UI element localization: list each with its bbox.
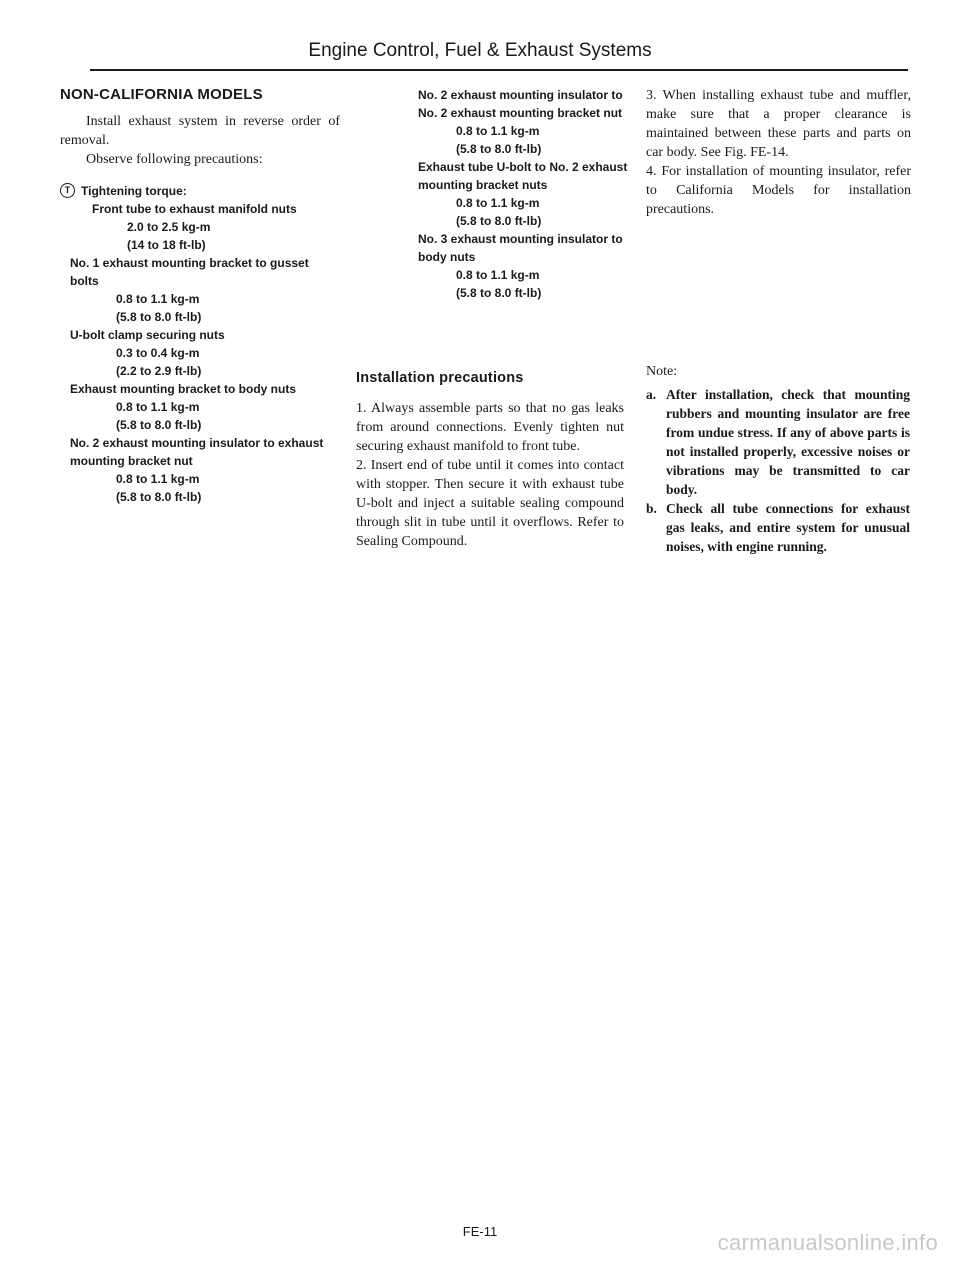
header-rule bbox=[90, 69, 908, 71]
spec-label: Front tube to exhaust manifold nuts bbox=[92, 202, 297, 216]
torque-icon: T bbox=[60, 183, 75, 198]
torque-spec bbox=[70, 326, 340, 380]
torque-heading-label: Tightening torque: bbox=[81, 183, 187, 198]
spec-label: No. 1 exhaust mounting bracket to gusset bolts bbox=[70, 256, 309, 288]
watermark: carmanualsonline.info bbox=[717, 1230, 938, 1255]
column-right bbox=[646, 86, 911, 219]
precaution-step: 2. Insert end of tube until it comes into contact with stopper. Then secure it with exhaust tube U-bolt and inject a suitable sealing compound through slit in tube until it overflows. Refer to Sealing Compound. bbox=[356, 458, 624, 549]
note-item bbox=[646, 385, 910, 499]
precautions-intro: Observe following precautions: bbox=[86, 152, 263, 167]
torque-spec bbox=[70, 200, 340, 254]
section-heading-non-california: NON-CALIFORNIA MODELS bbox=[60, 86, 263, 103]
note-list bbox=[646, 385, 910, 556]
page-number: FE-11 bbox=[462, 1224, 498, 1239]
note-text: Check all tube connections for exhaust gas leaks, and entire system for unusual noises, with engine running. bbox=[666, 501, 910, 554]
column-left bbox=[60, 86, 340, 506]
page-header-title: Engine Control, Fuel & Exhaust Systems bbox=[308, 40, 652, 61]
column-middle-lower bbox=[356, 370, 624, 551]
spec-label: Exhaust tube U-bolt to No. 2 exhaust mounting bracket nuts bbox=[418, 160, 628, 192]
note-letter: b. bbox=[646, 501, 657, 516]
spec-imperial: (5.8 to 8.0 ft-lb) bbox=[456, 214, 542, 228]
torque-spec-list bbox=[60, 200, 340, 506]
spec-label: No. 3 exhaust mounting insulator to body nuts bbox=[418, 232, 623, 264]
torque-heading bbox=[60, 183, 340, 198]
spec-imperial: (5.8 to 8.0 ft-lb) bbox=[116, 310, 202, 324]
note-item bbox=[646, 499, 910, 556]
note-block bbox=[646, 362, 910, 556]
torque-spec bbox=[418, 230, 633, 302]
note-text: After installation, check that mounting rubbers and mounting insulator are free from undue stress. If any of above parts is not installed properly, excessive noises or vibrations may be transmitted to car body. bbox=[666, 387, 910, 497]
spec-metric: 0.8 to 1.1 kg-m bbox=[116, 400, 200, 414]
spec-label: No. 2 exhaust mounting insulator to No. 2 exhaust mounting bracket nut bbox=[418, 88, 623, 120]
spec-metric: 0.8 to 1.1 kg-m bbox=[116, 472, 200, 486]
spec-label: No. 2 exhaust mounting insulator to exhaust mounting bracket nut bbox=[70, 436, 324, 468]
spec-imperial: (14 to 18 ft-lb) bbox=[127, 238, 206, 252]
torque-spec bbox=[418, 86, 633, 158]
precaution-step: 1. Always assemble parts so that no gas leaks from around connections. Evenly tighten nut securing exhaust manifold to front tube. bbox=[356, 401, 624, 454]
spec-metric: 0.8 to 1.1 kg-m bbox=[456, 268, 540, 282]
spec-imperial: (5.8 to 8.0 ft-lb) bbox=[116, 490, 202, 504]
spec-metric: 0.8 to 1.1 kg-m bbox=[116, 292, 200, 306]
spec-imperial: (2.2 to 2.9 ft-lb) bbox=[116, 364, 202, 378]
intro-paragraph: Install exhaust system in reverse order of removal. bbox=[60, 114, 340, 148]
torque-spec bbox=[70, 254, 340, 326]
spec-metric: 0.8 to 1.1 kg-m bbox=[456, 196, 540, 210]
spec-imperial: (5.8 to 8.0 ft-lb) bbox=[456, 286, 542, 300]
section-heading-installation-precautions: Installation precautions bbox=[356, 370, 524, 386]
spec-label: U-bolt clamp securing nuts bbox=[70, 328, 225, 342]
torque-spec bbox=[418, 158, 633, 230]
spec-label: Exhaust mounting bracket to body nuts bbox=[70, 382, 297, 396]
note-letter: a. bbox=[646, 387, 657, 402]
precaution-step: 3. When installing exhaust tube and muffler, make sure that a proper clearance is maintained between these parts and parts on car body. See Fig. FE-14. bbox=[646, 88, 911, 160]
torque-spec bbox=[70, 380, 340, 434]
spec-imperial: (5.8 to 8.0 ft-lb) bbox=[456, 142, 542, 156]
spec-metric: 2.0 to 2.5 kg-m bbox=[127, 220, 211, 234]
torque-spec bbox=[70, 434, 340, 506]
spec-metric: 0.3 to 0.4 kg-m bbox=[116, 346, 200, 360]
column-middle bbox=[418, 86, 633, 302]
spec-imperial: (5.8 to 8.0 ft-lb) bbox=[116, 418, 202, 432]
note-label: Note: bbox=[646, 364, 678, 379]
spec-metric: 0.8 to 1.1 kg-m bbox=[456, 124, 540, 138]
precaution-step: 4. For installation of mounting insulator, refer to California Models for installation precautions. bbox=[646, 164, 911, 217]
